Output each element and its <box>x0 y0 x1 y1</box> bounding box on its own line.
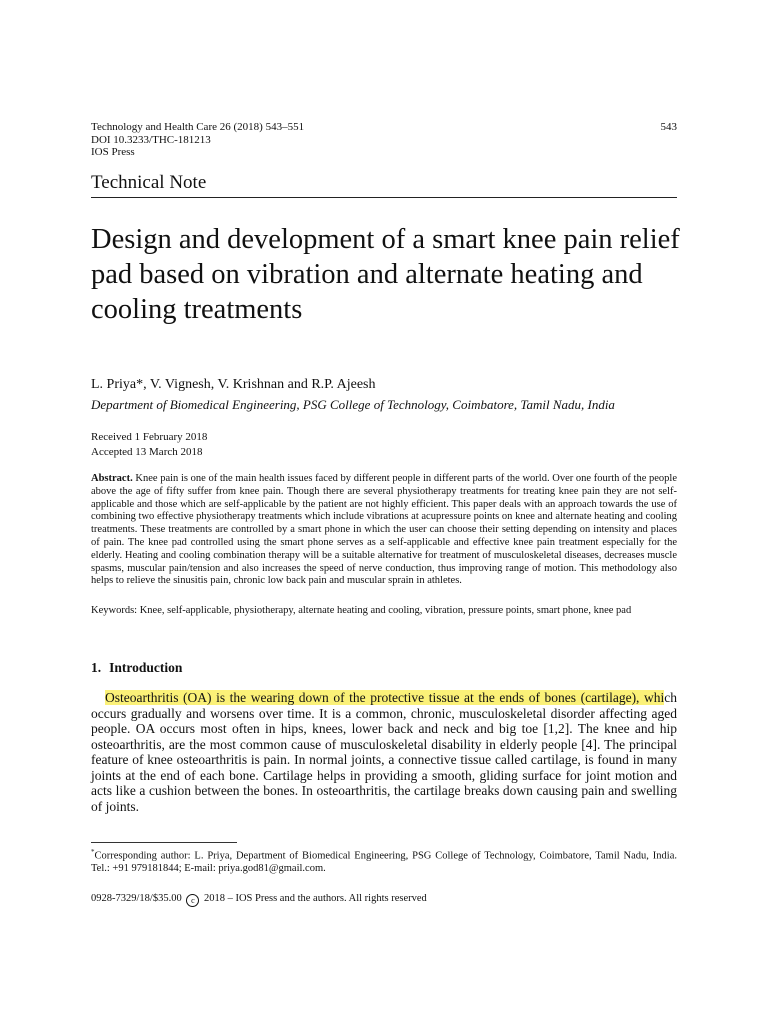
footnote-text: Corresponding author: L. Priya, Department of Biomedical Engineering, PSG College of Technology, Coimbatore, Tamil Nadu, India. Tel.: +91 979181844; E-mail: priya.god81@gmail.com. <box>91 850 677 875</box>
issn-price: 0928-7329/18/$35.00 <box>91 893 182 904</box>
section-type: Technical Note <box>91 172 207 193</box>
page-number: 543 <box>660 121 677 133</box>
author-list: L. Priya*, V. Vignesh, V. Krishnan and R.P. Ajeesh <box>91 377 376 392</box>
highlighted-text[interactable]: Osteoarthritis (OA) is the wearing down of the protective tissue at the ends of bones (cartilage), whi <box>105 690 665 705</box>
footnote-rule <box>91 842 237 843</box>
abstract <box>91 473 677 588</box>
copyright-line <box>91 893 427 907</box>
article-dates <box>91 430 207 460</box>
received-date: Received 1 February 2018 <box>91 431 208 443</box>
introduction-paragraph <box>91 690 677 814</box>
doi: DOI 10.3233/THC-181213 <box>91 133 211 146</box>
footnote <box>91 846 677 876</box>
section-heading-introduction <box>91 660 182 676</box>
abstract-label: Abstract. <box>91 473 133 484</box>
journal-header <box>91 121 304 159</box>
paragraph-text: ch occurs gradually and worsens over time. It is a common, chronic, musculoskeletal disorder affecting aged people. OA occurs most often in hips, knees, lower back and neck and big toe [1,2]. The knee and hip osteoarthritis, are the most common cause of musculoskeletal disability in elderly people [4]. The principal feature of knee osteoarthritis is pain. In normal joints, a connective tissue called cartilage, is found in many joints at the end of each bone. Cartilage helps in providing a smooth, gliding surface for joint motion and acts like a cushion between the bones. In osteoarthritis, the cartilage breaks down causing pain and swelling of joints. <box>91 690 677 814</box>
section-number: 1. <box>91 660 102 675</box>
journal-citation: Technology and Health Care 26 (2018) 543–551 <box>91 121 305 133</box>
copyright-icon: c <box>186 894 199 907</box>
accepted-date: Accepted 13 March 2018 <box>91 446 203 458</box>
header-rule <box>91 197 677 198</box>
abstract-text: Knee pain is one of the main health issues faced by different people in different parts of the world. Over one fourth of the people above the age of fifty suffer from knee pain. Though there are several physiotherapy treatments for treating knee pain they are not self-applicable and those which are self-applicable by the patient are not highly efficient. This paper deals with an approach towards the use of combining two effective physiotherapy treatments which include vibrations at acupressure points on knee and alternate heating and cooling treatments. These treatments are controlled by a smart phone in which the user can choose their setting depending on intensity and places of pain. The knee pad controlled using the smart phone serves as a self-applicable and effective knee pain treatment especially for the elderly. Heating and cooling combination therapy will be a suitable alternative for treatment of musculoskeletal diseases, decreases muscle spasms, muscular pain/tension and also increases the speed of nerve conduction, thus improving range of motion. This methodology also helps to relieve the sinusitis pain, chronic low back pain and muscular sprain in athletes. <box>91 473 678 587</box>
section-title: Introduction <box>109 660 183 675</box>
footnote-marker: * <box>91 848 95 856</box>
affiliation: Department of Biomedical Engineering, PSG College of Technology, Coimbatore, Tamil Nadu, India <box>91 397 615 412</box>
keywords: Keywords: Knee, self-applicable, physiotherapy, alternate heating and cooling, vibration, pressure points, smart phone, knee pad <box>91 605 632 616</box>
copyright-text: 2018 – IOS Press and the authors. All rights reserved <box>203 893 427 904</box>
paper-title: Design and development of a smart knee pain relief pad based on vibration and alternate heating and cooling treatments <box>91 224 680 325</box>
publisher: IOS Press <box>91 146 135 158</box>
